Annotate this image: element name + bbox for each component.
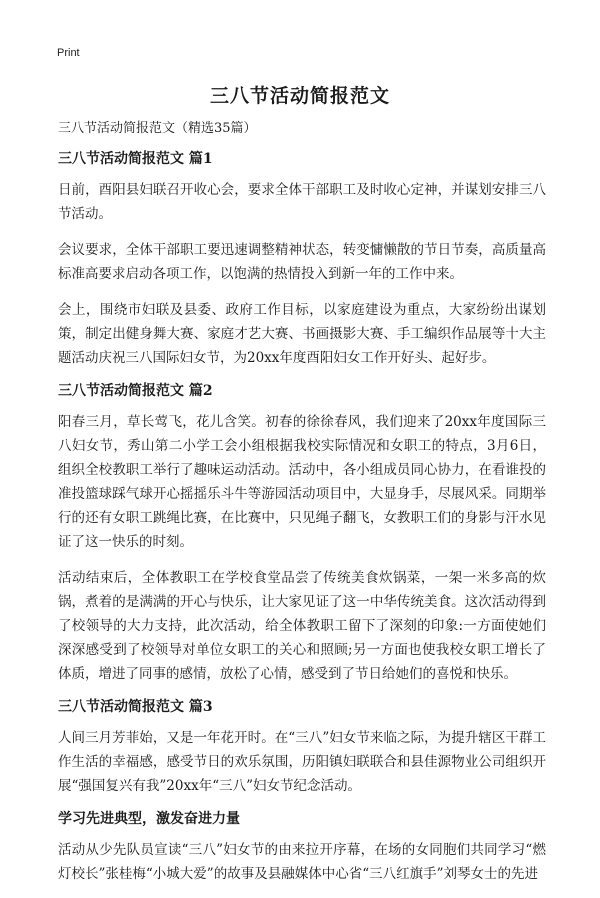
paragraph: 阳春三月，草长莺飞，花儿含笑。初春的徐徐春风，我们迎来了20xx年度国际三八妇女节，秀山第二小学工会小组根据我校实际情况和女职工的特点，3月6日，组织全校教职工举行了趣味运动活动。活动中，各小组成员同心协力，在看谁投的准投篮球踩气球开心摇摇乐斗牛等游园活动项目中，大显身手，尽展风采。同期举行的还有女职工跳绳比赛，在比赛中，只见绳子翻飞，女教职工们的身影与汗水见证了这一快乐的时刻。: [58, 414, 546, 550]
section-heading: 三八节活动简报范文 篇1: [58, 151, 213, 167]
paragraph: 日前，酉阳县妇联召开收心会，要求全体干部职工及时收心定神，并谋划安排三八节活动。: [58, 182, 546, 222]
paragraph: 人间三月芳菲始，又是一年花开时。在“三八”妇女节来临之际，为提升辖区干群工作生活的幸福感，感受节日的欢乐氛围，历阳镇妇联联合和县佳源物业公司组织开展“强国复兴有我”20xx年“三八”妇女节纪念活动。: [58, 730, 546, 794]
paragraph: 会议要求，全体干部职工要迅速调整精神状态，转变慵懒散的节日节奏，高质量高标准高要求启动各项工作，以饱满的热情投入到新一年的工作中来。: [58, 242, 546, 282]
section-heading: 学习先进典型，激发奋进力量: [58, 811, 240, 827]
print-link[interactable]: Print: [57, 47, 80, 59]
paragraph: 活动从少先队员宣读“三八”妇女节的由来拉开序幕，在场的女同胞们共同学习“燃灯校长”张桂梅“小城大爱”的故事及县融媒体中心省“三八红旗手”刘琴女士的先进: [58, 842, 546, 882]
section-1: [58, 150, 546, 370]
section-3: [58, 698, 546, 798]
paragraph: 活动结束后，全体教职工在学校食堂品尝了传统美食炊锅菜，一架一米多高的炊锅，煮着的是满满的开心与快乐，让大家见证了这一中华传统美食。这次活动得到了校领导的大力支持，此次活动，给全体教职工留下了深刻的印象:一方面使她们深深感受到了校领导对单位女职工的关心和照顾;另一方面也使我校女职工增长了体质，增进了同事的感情，放松了心情，感受到了节日给她们的喜悦和快乐。: [58, 570, 546, 682]
section-4: [58, 810, 546, 886]
section-heading: 三八节活动简报范文 篇3: [58, 699, 213, 715]
article-subtitle: 三八节活动简报范文（精选35篇）: [58, 121, 257, 136]
section-heading: 三八节活动简报范文 篇2: [58, 383, 213, 399]
section-2: [58, 382, 546, 686]
article-body: [58, 120, 546, 898]
paragraph: 会上，围绕市妇联及县委、政府工作目标，以家庭建设为重点，大家纷纷出谋划策，制定出健身舞大赛、家庭才艺大赛、书画摄影大赛、手工编织作品展等十大主题活动庆祝三八国际妇女节，为20xx年度酉阳妇女工作开好头、起好步。: [58, 302, 546, 366]
page-title: 三八节活动简报范文: [209, 85, 390, 107]
